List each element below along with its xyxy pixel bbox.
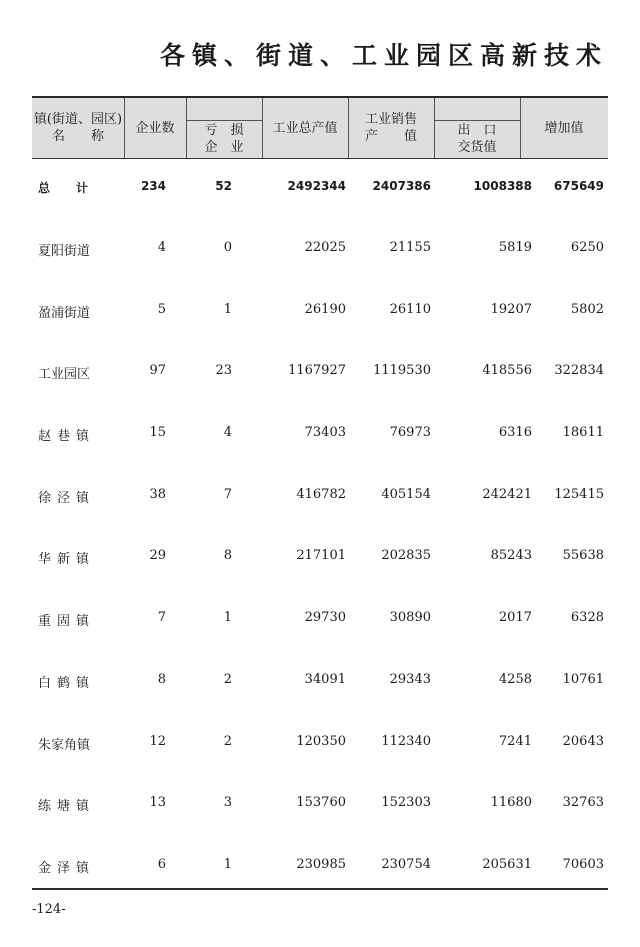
cell-sales: 21155 xyxy=(389,240,431,255)
row-name: 华新镇 xyxy=(38,552,96,567)
cell-added: 32763 xyxy=(562,795,604,810)
cell-enterprises: 13 xyxy=(149,795,166,810)
cell-sales: 26110 xyxy=(389,302,431,317)
table-header-bottom-rule xyxy=(32,158,608,159)
row-name: 赵巷镇 xyxy=(38,429,96,444)
header-export-line1: 出 口 xyxy=(457,123,497,138)
cell-sales: 112340 xyxy=(381,734,431,749)
header-divider xyxy=(262,98,263,158)
row-name: 徐泾镇 xyxy=(38,491,96,506)
row-name: 白鹤镇 xyxy=(38,676,96,691)
cell-loss: 0 xyxy=(223,240,232,255)
header-town-name-line2: 名 称 xyxy=(51,129,104,144)
table-row xyxy=(32,484,608,508)
cell-loss: 4 xyxy=(223,425,232,440)
cell-sales: 152303 xyxy=(381,795,431,810)
header-loss-line1: 亏 损 xyxy=(204,123,244,138)
table-row xyxy=(32,299,608,323)
cell-output: 34091 xyxy=(304,672,346,687)
row-name: 练塘镇 xyxy=(38,799,96,814)
cell-output: 26190 xyxy=(304,302,346,317)
cell-output: 1167927 xyxy=(288,363,346,378)
cell-export: 242421 xyxy=(482,487,532,502)
table-row xyxy=(32,854,608,878)
cell-loss: 8 xyxy=(223,548,232,563)
row-name: 总计 xyxy=(38,181,115,195)
cell-loss: 3 xyxy=(223,795,232,810)
cell-output: 2492344 xyxy=(287,179,346,193)
header-subrule xyxy=(434,120,520,121)
cell-added: 675649 xyxy=(553,179,604,193)
cell-enterprises: 38 xyxy=(149,487,166,502)
cell-loss: 23 xyxy=(215,363,232,378)
cell-export: 205631 xyxy=(482,857,532,872)
header-loss-enterprises xyxy=(186,120,262,158)
header-town-name-line1: 镇(街道、园区) xyxy=(33,112,123,127)
header-loss-line2: 企 业 xyxy=(204,140,244,155)
cell-export: 4258 xyxy=(498,672,532,687)
cell-loss: 1 xyxy=(223,610,232,625)
cell-sales: 76973 xyxy=(389,425,431,440)
cell-sales: 30890 xyxy=(389,610,431,625)
table-header xyxy=(32,98,608,158)
header-subrule xyxy=(186,120,262,121)
cell-loss: 2 xyxy=(223,672,232,687)
page-title: 各镇、街道、工业园区高新技术 xyxy=(159,41,608,70)
cell-sales: 2407386 xyxy=(372,179,431,193)
cell-export: 418556 xyxy=(482,363,532,378)
page-number: -124- xyxy=(32,902,66,917)
row-name: 工业园区 xyxy=(38,367,91,382)
cell-export: 1008388 xyxy=(473,179,532,193)
cell-export: 2017 xyxy=(498,610,532,625)
row-name: 金泽镇 xyxy=(38,861,96,876)
cell-sales: 405154 xyxy=(381,487,431,502)
cell-enterprises: 15 xyxy=(149,425,166,440)
table-bottom-rule xyxy=(32,888,608,890)
cell-output: 120350 xyxy=(296,734,346,749)
header-divider xyxy=(348,98,349,158)
table-row xyxy=(32,360,608,384)
cell-sales: 1119530 xyxy=(373,363,431,378)
header-gross-output xyxy=(262,98,348,158)
cell-export: 7241 xyxy=(498,734,532,749)
cell-enterprises: 6 xyxy=(157,857,166,872)
table-row xyxy=(32,545,608,569)
cell-output: 29730 xyxy=(304,610,346,625)
cell-added: 10761 xyxy=(562,672,604,687)
cell-export: 85243 xyxy=(490,548,532,563)
table-row-total xyxy=(32,176,608,200)
cell-sales: 230754 xyxy=(381,857,431,872)
cell-export: 6316 xyxy=(498,425,532,440)
cell-enterprises: 97 xyxy=(149,363,166,378)
table-row xyxy=(32,607,608,631)
cell-enterprises: 8 xyxy=(157,672,166,687)
cell-sales: 29343 xyxy=(389,672,431,687)
header-added-label: 增加值 xyxy=(544,120,584,136)
header-enterprises-label: 企业数 xyxy=(135,120,175,136)
header-sales-line1: 工业销售 xyxy=(364,112,417,127)
header-sales-value xyxy=(348,98,434,158)
header-divider xyxy=(186,98,187,158)
cell-added: 6250 xyxy=(570,240,604,255)
cell-enterprises: 7 xyxy=(157,610,166,625)
row-name: 朱家角镇 xyxy=(38,738,91,753)
header-divider xyxy=(520,98,521,158)
cell-loss: 7 xyxy=(223,487,232,502)
header-export-value xyxy=(434,120,520,158)
cell-loss: 1 xyxy=(223,302,232,317)
header-gross-output-label: 工业总产值 xyxy=(272,120,338,136)
cell-added: 322834 xyxy=(554,363,604,378)
cell-added: 125415 xyxy=(554,487,604,502)
table-row xyxy=(32,731,608,755)
cell-export: 5819 xyxy=(498,240,532,255)
cell-enterprises: 5 xyxy=(157,302,166,317)
row-name: 盈浦街道 xyxy=(38,306,91,321)
cell-loss: 2 xyxy=(223,734,232,749)
cell-enterprises: 4 xyxy=(157,240,166,255)
cell-added: 18611 xyxy=(562,425,604,440)
cell-enterprises: 29 xyxy=(149,548,166,563)
cell-sales: 202835 xyxy=(381,548,431,563)
cell-added: 6328 xyxy=(570,610,604,625)
header-divider xyxy=(124,98,125,158)
row-name: 重固镇 xyxy=(38,614,96,629)
cell-output: 73403 xyxy=(304,425,346,440)
cell-added: 70603 xyxy=(562,857,604,872)
cell-added: 5802 xyxy=(570,302,604,317)
cell-output: 217101 xyxy=(296,548,346,563)
header-export-line2: 交货值 xyxy=(457,140,497,155)
table-row xyxy=(32,237,608,261)
header-enterprises xyxy=(124,98,186,158)
header-town-name xyxy=(32,98,124,158)
table-row xyxy=(32,422,608,446)
cell-enterprises: 12 xyxy=(149,734,166,749)
cell-enterprises: 234 xyxy=(140,179,166,193)
header-divider xyxy=(434,98,435,158)
cell-output: 153760 xyxy=(296,795,346,810)
cell-added: 20643 xyxy=(562,734,604,749)
cell-added: 55638 xyxy=(562,548,604,563)
cell-export: 11680 xyxy=(490,795,532,810)
table-row xyxy=(32,792,608,816)
cell-output: 230985 xyxy=(296,857,346,872)
header-added-value xyxy=(520,98,608,158)
header-sales-line2: 产 值 xyxy=(364,129,417,144)
cell-loss: 52 xyxy=(215,179,232,193)
cell-loss: 1 xyxy=(223,857,232,872)
cell-export: 19207 xyxy=(490,302,532,317)
cell-output: 416782 xyxy=(296,487,346,502)
row-name: 夏阳街道 xyxy=(38,244,91,259)
table-row xyxy=(32,669,608,693)
cell-output: 22025 xyxy=(304,240,346,255)
